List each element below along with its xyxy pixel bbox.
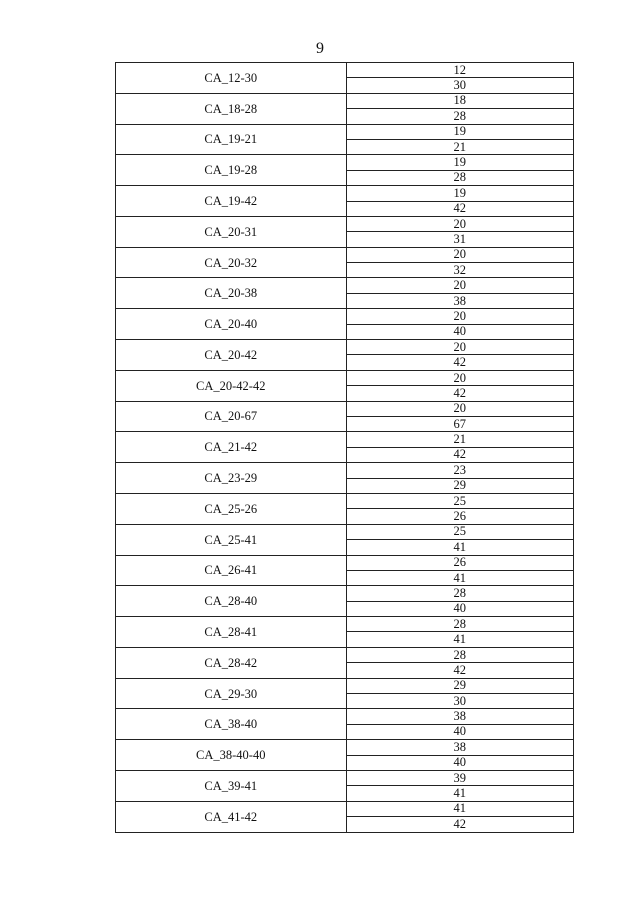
band-cell: 23 (346, 463, 574, 478)
table-row (116, 709, 574, 724)
table-row (116, 340, 574, 355)
band-cell: 29 (346, 478, 574, 493)
band-cell: 30 (346, 694, 574, 709)
table-row (116, 93, 574, 108)
table-row (116, 678, 574, 693)
combination-cell: CA_28-42 (116, 647, 347, 678)
band-cell: 28 (346, 586, 574, 601)
table-row (116, 186, 574, 201)
combination-cell: CA_20-32 (116, 247, 347, 278)
combination-cell: CA_20-40 (116, 309, 347, 340)
combination-cell: CA_20-42-42 (116, 370, 347, 401)
table-row (116, 278, 574, 293)
band-cell: 40 (346, 601, 574, 616)
band-cell: 42 (346, 386, 574, 401)
band-cell: 38 (346, 293, 574, 308)
combination-cell: CA_25-41 (116, 524, 347, 555)
band-cell: 20 (346, 401, 574, 416)
band-cell: 19 (346, 186, 574, 201)
table-row (116, 617, 574, 632)
band-cell: 28 (346, 170, 574, 185)
band-cell: 20 (346, 247, 574, 262)
combination-cell: CA_20-31 (116, 216, 347, 247)
band-cell: 25 (346, 493, 574, 508)
band-cell: 42 (346, 663, 574, 678)
table-row (116, 586, 574, 601)
table-row (116, 524, 574, 539)
combination-cell: CA_38-40-40 (116, 740, 347, 771)
band-cell: 41 (346, 570, 574, 585)
table-row (116, 309, 574, 324)
band-cell: 42 (346, 817, 574, 832)
table-row (116, 770, 574, 785)
combination-cell: CA_21-42 (116, 432, 347, 463)
table-body (116, 63, 574, 833)
combination-cell: CA_18-28 (116, 93, 347, 124)
band-cell: 29 (346, 678, 574, 693)
band-cell: 42 (346, 355, 574, 370)
band-cell: 25 (346, 524, 574, 539)
table-row (116, 801, 574, 816)
band-cell: 42 (346, 447, 574, 462)
combination-cell: CA_19-42 (116, 186, 347, 217)
band-cell: 28 (346, 617, 574, 632)
table-row (116, 63, 574, 78)
combination-cell: CA_20-38 (116, 278, 347, 309)
band-cell: 20 (346, 340, 574, 355)
table-row (116, 247, 574, 262)
band-cell: 20 (346, 370, 574, 385)
band-cell: 38 (346, 709, 574, 724)
table-row (116, 493, 574, 508)
combination-cell: CA_38-40 (116, 709, 347, 740)
table-row (116, 647, 574, 662)
combination-cell: CA_23-29 (116, 463, 347, 494)
band-cell: 26 (346, 555, 574, 570)
combination-cell: CA_26-41 (116, 555, 347, 586)
table-row (116, 463, 574, 478)
band-cell: 30 (346, 78, 574, 93)
band-cell: 41 (346, 632, 574, 647)
table-row (116, 432, 574, 447)
band-cell: 41 (346, 801, 574, 816)
combination-cell: CA_12-30 (116, 63, 347, 94)
band-cell: 38 (346, 740, 574, 755)
table-row (116, 124, 574, 139)
combination-cell: CA_19-21 (116, 124, 347, 155)
band-cell: 21 (346, 139, 574, 154)
band-cell: 20 (346, 309, 574, 324)
combination-cell: CA_25-26 (116, 493, 347, 524)
combination-cell: CA_19-28 (116, 155, 347, 186)
combination-cell: CA_28-41 (116, 617, 347, 648)
table-row (116, 155, 574, 170)
band-cell: 31 (346, 232, 574, 247)
band-cell: 40 (346, 324, 574, 339)
band-cell: 42 (346, 201, 574, 216)
table-row (116, 370, 574, 385)
band-combination-table (115, 62, 574, 833)
page-number: 9 (316, 40, 324, 57)
combination-cell: CA_39-41 (116, 770, 347, 801)
band-cell: 67 (346, 416, 574, 431)
band-cell: 28 (346, 647, 574, 662)
table-row (116, 740, 574, 755)
band-cell: 12 (346, 63, 574, 78)
table-row (116, 216, 574, 231)
band-cell: 20 (346, 278, 574, 293)
band-cell: 19 (346, 124, 574, 139)
table-row (116, 555, 574, 570)
band-cell: 40 (346, 755, 574, 770)
band-cell: 39 (346, 770, 574, 785)
combination-cell: CA_20-67 (116, 401, 347, 432)
band-cell: 19 (346, 155, 574, 170)
combination-cell: CA_29-30 (116, 678, 347, 709)
table-row (116, 401, 574, 416)
combination-cell: CA_41-42 (116, 801, 347, 832)
band-cell: 26 (346, 509, 574, 524)
combination-cell: CA_28-40 (116, 586, 347, 617)
band-cell: 40 (346, 724, 574, 739)
band-cell: 28 (346, 109, 574, 124)
band-cell: 41 (346, 540, 574, 555)
band-cell: 21 (346, 432, 574, 447)
band-cell: 18 (346, 93, 574, 108)
band-cell: 20 (346, 216, 574, 231)
combination-cell: CA_20-42 (116, 340, 347, 371)
band-cell: 32 (346, 263, 574, 278)
band-cell: 41 (346, 786, 574, 801)
